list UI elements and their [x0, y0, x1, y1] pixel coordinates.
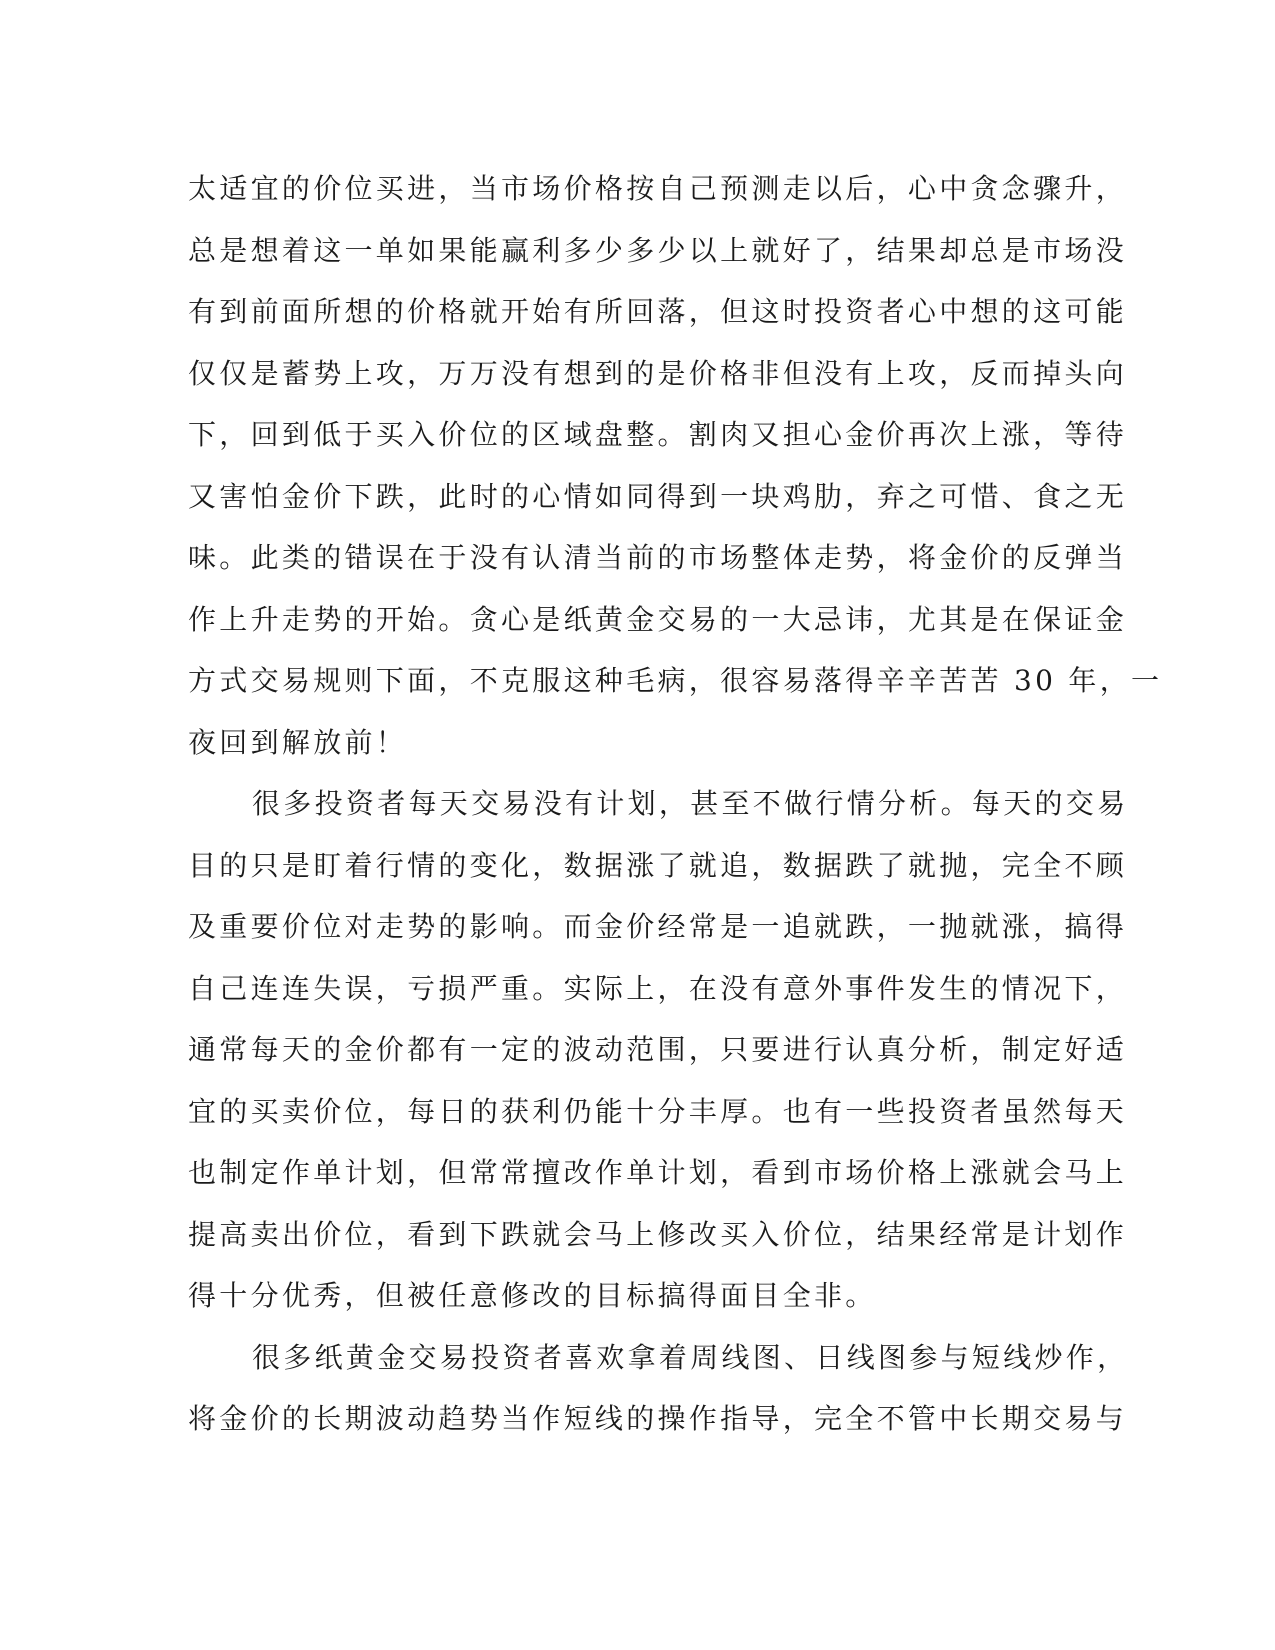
text-line: 有到前面所想的价格就开始有所回落，但这时投资者心中想的这可能: [188, 295, 1128, 328]
text-line: 及重要价位对走势的影响。而金价经常是一追就跌，一抛就涨，搞得: [188, 910, 1128, 943]
paragraph-1: [188, 158, 1163, 773]
paragraph-3: [188, 1327, 1129, 1450]
text-line: 味。此类的错误在于没有认清当前的市场整体走势，将金价的反弹当: [188, 541, 1128, 574]
text-line: 太适宜的价位买进，当市场价格按自己预测走以后，心中贪念骤升，: [188, 172, 1128, 205]
text-line: 作上升走势的开始。贪心是纸黄金交易的一大忌讳，尤其是在保证金: [188, 602, 1128, 636]
text-line: 得十分优秀，但被任意修改的目标搞得面目全非。: [188, 1279, 877, 1312]
text-line: 也制定作单计划，但常常擅改作单计划，看到市场价格上涨就会马上: [188, 1156, 1128, 1189]
text-line: 目的只是盯着行情的变化，数据涨了就追，数据跌了就抛，完全不顾: [188, 848, 1128, 882]
text-line: 很多纸黄金交易投资者喜欢拿着周线图、日线图参与短线炒作，: [252, 1340, 1129, 1374]
text-line: 通常每天的金价都有一定的波动范围，只要进行认真分析，制定好适: [188, 1033, 1128, 1066]
paragraph-2: [188, 773, 1129, 1327]
text-line: 方式交易规则下面，不克服这种毛病，很容易落得辛辛苦苦 30 年，一: [188, 664, 1163, 697]
text-line: 仅仅是蓄势上攻，万万没有想到的是价格非但没有上攻，反而掉头向: [188, 356, 1128, 390]
text-line: 自己连连失误，亏损严重。实际上，在没有意外事件发生的情况下，: [188, 971, 1128, 1005]
text-line: 宜的买卖价位，每日的获利仍能十分丰厚。也有一些投资者虽然每天: [188, 1094, 1128, 1128]
text-line: 又害怕金价下跌，此时的心情如同得到一块鸡肋，弃之可惜、食之无: [188, 479, 1128, 513]
text-line: 将金价的长期波动趋势当作短线的操作指导，完全不管中长期交易与: [188, 1402, 1128, 1435]
text-line: 提高卖出价位，看到下跌就会马上修改买入价位，结果经常是计划作: [188, 1217, 1128, 1251]
text-line: 总是想着这一单如果能赢利多少多少以上就好了，结果却总是市场没: [188, 233, 1128, 267]
text-line: 下，回到低于买入价位的区域盘整。割肉又担心金价再次上涨，等待: [188, 418, 1128, 451]
text-line: 很多投资者每天交易没有计划，甚至不做行情分析。每天的交易: [252, 787, 1129, 820]
text-line: 夜回到解放前！: [188, 725, 408, 759]
body-text: [188, 158, 1163, 1450]
